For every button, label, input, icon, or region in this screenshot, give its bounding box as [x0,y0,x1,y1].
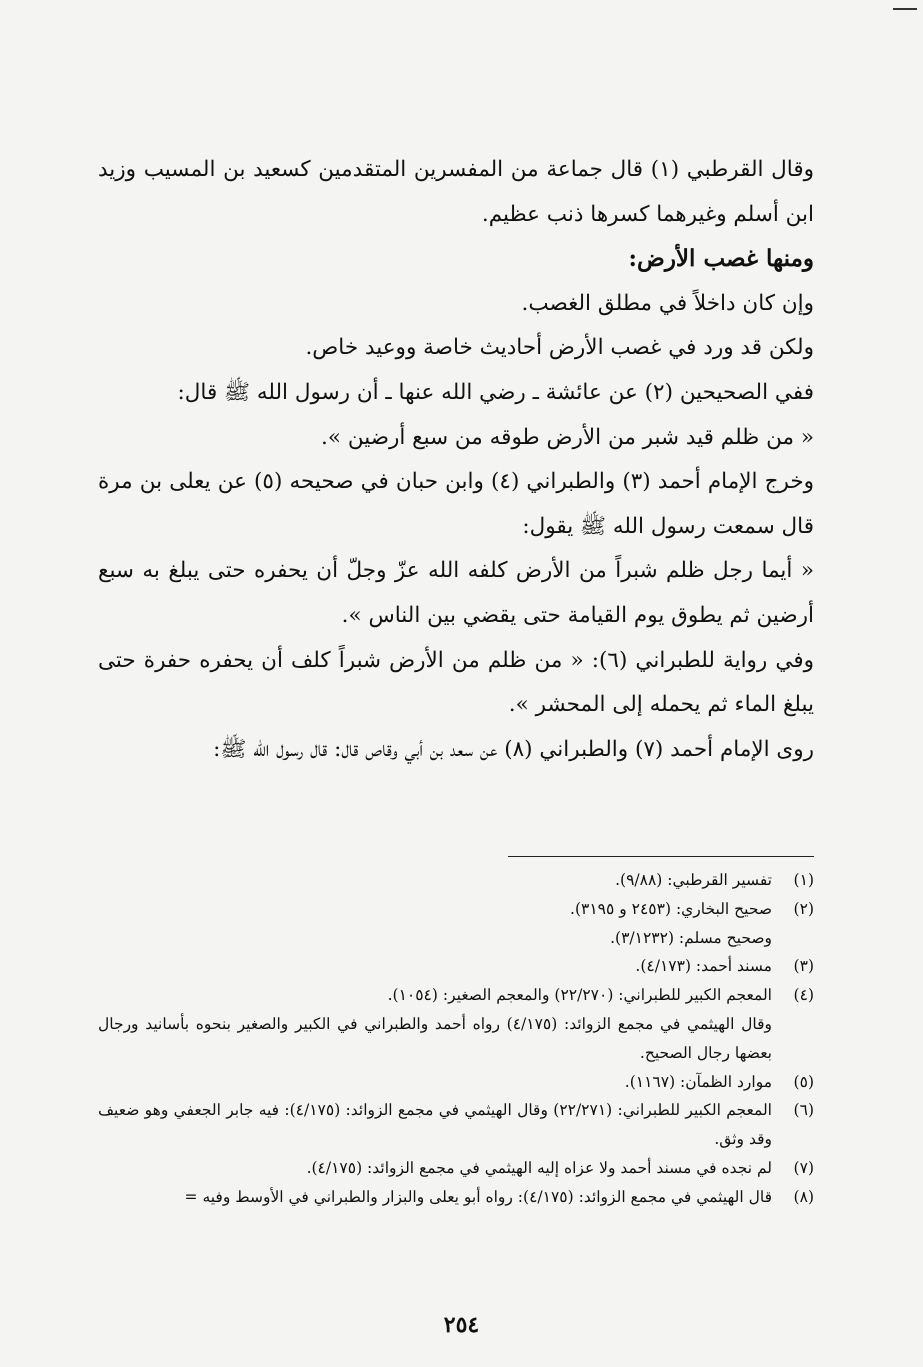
footnotes [98,866,814,1212]
paragraph: ففي الصحيحين (٢) عن عائشة ـ رضي الله عنها ـ أن رسول الله ﷺ قال: [177,379,814,405]
footnote [98,1183,814,1212]
paragraph: وخرج الإمام أحمد (٣) والطبراني (٤) وابن حبان في صحيحه (٥) عن يعلى بن مرة قال سمعت رسول الله ﷺ يقول: [98,469,815,539]
corner-mark [893,8,917,10]
footnote [98,1154,814,1183]
footnote-number: (٧) [793,1158,814,1177]
paragraph: روى الإمام أحمد (٧) والطبراني (٨) عن سعد بن أبي وقاص قال: قال رسول الله ﷺ: [213,736,814,762]
paragraph: ولكن قد ورد في غصب الأرض أحاديث خاصة ووعيد خاص. [305,335,814,361]
footnote [98,866,814,895]
hadith-quote: « أيما رجل ظلم شبراً من الأرض كلفه الله عزّ وجلّ أن يحفره حتى يبلغ به سبع أرضين ثم يطوق يوم القيامة حتى يقضي بين الناس ». [98,558,814,628]
footnote-text: المعجم الكبير للطبراني: (٢٢/٢٧١) وقال الهيثمي في مجمع الزوائد: (٤/١٧٥): فيه جابر الجعفي وهو ضعيف وقد وثق. [98,1101,772,1149]
footnote [98,952,814,981]
footnote-number: (٨) [793,1187,814,1206]
footnote-separator [508,856,814,857]
footnote [98,895,814,924]
footnote-text: موارد الظمآن: (١١٦٧). [624,1072,772,1091]
footnote-continuation [98,1010,814,1068]
section-heading: ومنها غصب الأرض: [628,245,814,273]
footnote-number: (١) [793,871,814,889]
footnote [98,981,814,1010]
footnote-text: قال الهيثمي في مجمع الزوائد: (٤/١٧٥): رواه أبو يعلى والبزار والطبراني في الأوسط وفيه = [184,1187,772,1206]
footnote-number: (٤) [793,986,814,1005]
footnote-text: صحيح البخاري: (٢٤٥٣ و ٣١٩٥). [570,899,772,918]
footnote-text: مسند أحمد: (٤/١٧٣). [635,957,772,976]
footnote-number [772,924,814,953]
footnote-text: تفسير القرطبي: (٩/٨٨). [615,871,772,889]
main-text [98,148,814,772]
footnote-number: (٦) [793,1101,814,1120]
footnote-number: (٥) [793,1072,814,1091]
page-number: ٢٥٤ [443,1312,480,1338]
footnote-number: (٢) [793,899,814,918]
footnote [98,1068,814,1097]
footnote-number: (٣) [793,957,814,976]
footnote-text: المعجم الكبير للطبراني: (٢٢/٢٧٠) والمعجم الصغير: (١٠٥٤). [387,986,772,1005]
footnote-text: وصحيح مسلم: (٣/١٢٣٢). [610,928,772,947]
footnote [98,1096,814,1154]
footnote-text: وقال الهيثمي في مجمع الزوائد: (٤/١٧٥) رواه أحمد والطبراني في الكبير والصغير بنحوه بأسانيد ورجال بعضها رجال الصحيح. [98,1014,772,1062]
footnote-number [772,1010,814,1068]
hadith-quote: « من ظلم قيد شبر من الأرض طوقه من سبع أرضين ». [321,424,814,450]
paragraph: وقال القرطبي (١) قال جماعة من المفسرين المتقدمين كسعيد بن المسيب وزيد ابن أسلم وغيرهما كسرها ذنب عظيم. [98,157,815,227]
paragraph: وفي رواية للطبراني (٦): « من ظلم من الأرض شبراً كلف أن يحفره حفرة حتى يبلغ الماء ثم يحمله إلى المحشر ». [98,647,814,718]
footnote-text: لم نجده في مسند أحمد ولا عزاه إليه الهيثمي في مجمع الزوائد: (٤/١٧٥). [306,1158,772,1177]
footnote-continuation [98,924,814,953]
paragraph: وإن كان داخلاً في مطلق الغصب. [521,290,814,316]
